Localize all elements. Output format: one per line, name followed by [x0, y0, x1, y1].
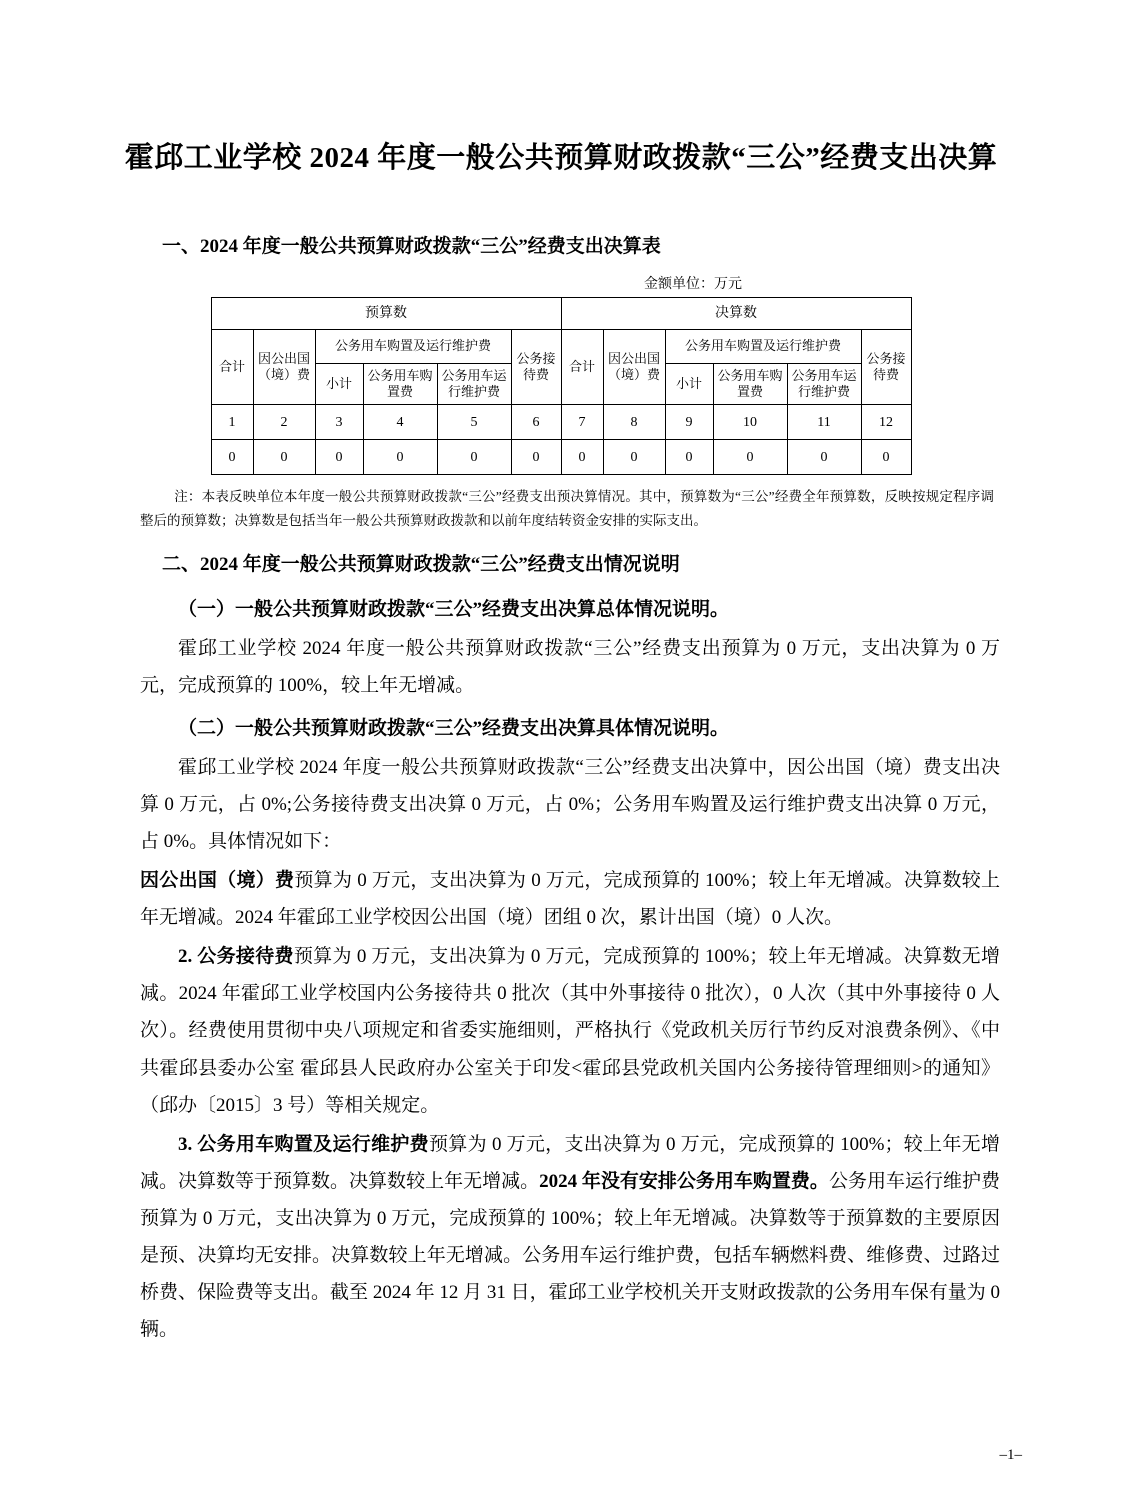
header-budget-abroad: 因公出国（境）费 [253, 329, 315, 405]
item-1-paragraph [100, 862, 1022, 936]
subsection-1-paragraph: 霍邱工业学校 2024 年度一般公共预算财政拨款“三公”经费支出预算为 0 万元，支出决算为 0 万元，完成预算的 100%，较上年无增减。 [140, 637, 1000, 697]
item-1-text: 预算为 0 万元，支出决算为 0 万元，完成预算的 100%；较上年无增减。决算数较上年无增减。2024 年霍邱工业学校因公出国（境）团组 0 次，累计出国（境）0 人次。 [140, 870, 1000, 929]
page-number: –1– [999, 1447, 1022, 1463]
subsection-heading-1: （一）一般公共预算财政拨款“三公”经费支出决算总体情况说明。 [178, 598, 730, 620]
header-budget-group: 预算数 [211, 297, 561, 329]
value-cell-8: 0 [603, 440, 665, 475]
header-final-vehicle-subtotal: 小计 [665, 363, 713, 405]
index-cell-5: 5 [437, 405, 511, 440]
value-cell-10: 0 [713, 440, 787, 475]
index-cell-4: 4 [363, 405, 437, 440]
item-3-text-a: 预算为 0 万元，支出决算为 0 万元，完成预算的 100%；较上年无增减。决算数等于预算数。决算数较上年无增减。 [140, 1133, 1000, 1192]
value-cell-7: 0 [561, 440, 603, 475]
item-1-label: 因公出国（境）费 [140, 870, 295, 892]
value-cell-1: 0 [211, 440, 253, 475]
index-cell-8: 8 [603, 405, 665, 440]
header-budget-vehicle-subtotal: 小计 [315, 363, 363, 405]
table-group-header-row [211, 297, 911, 329]
section-heading-2: 二、2024 年度一般公共预算财政拨款“三公”经费支出情况说明 [162, 553, 680, 575]
value-cell-9: 0 [665, 440, 713, 475]
item-3-bold-note: 2024 年没有安排公务用车购置费。 [539, 1170, 829, 1192]
value-cell-5: 0 [437, 440, 511, 475]
subsection-heading-2: （二）一般公共预算财政拨款“三公”经费支出决算具体情况说明。 [178, 718, 730, 740]
value-cell-11: 0 [787, 440, 861, 475]
header-final-abroad: 因公出国（境）费 [603, 329, 665, 405]
index-cell-12: 12 [861, 405, 911, 440]
item-3-label: 3. 公务用车购置及运行维护费 [178, 1133, 429, 1155]
table-note-text: 注：本表反映单位本年度一般公共预算财政拨款“三公”经费支出预决算情况。其中，预算数为“三公”经费全年预算数，反映按规定程序调整后的预算数；决算数是包括当年一般公共预算财政拨款和以前年度结转资金安排的实际支出。 [140, 489, 994, 529]
index-cell-1: 1 [211, 405, 253, 440]
value-cell-6: 0 [511, 440, 561, 475]
amount-unit-label: 金额单位：万元 [644, 276, 742, 292]
header-final-vehicle: 公务用车购置及运行维护费 [665, 329, 861, 363]
header-final-total: 合计 [561, 329, 603, 405]
section-heading-1: 一、2024 年度一般公共预算财政拨款“三公”经费支出决算表 [162, 235, 661, 257]
subsection-2-paragraph: 霍邱工业学校 2024 年度一般公共预算财政拨款“三公”经费支出决算中，因公出国（境）费支出决算 0 万元，占 0%;公务接待费支出决算 0 万元，占 0%；公务用车购置及运行维护费支出决算 0 万元，占 0%。具体情况如下： [140, 757, 1000, 853]
budget-table-wrap [100, 297, 1022, 476]
item-2-label: 2. 公务接待费 [178, 946, 294, 968]
value-cell-3: 0 [315, 440, 363, 475]
index-cell-9: 9 [665, 405, 713, 440]
three-public-expense-table [211, 297, 912, 476]
page-title: 霍邱工业学校 2024 年度一般公共预算财政拨款“三公”经费支出决算 [124, 142, 998, 174]
header-final-group: 决算数 [561, 297, 911, 329]
table-row [211, 405, 911, 440]
header-budget-vehicle-maint: 公务用车运行维护费 [437, 363, 511, 405]
value-cell-2: 0 [253, 440, 315, 475]
value-cell-12: 0 [861, 440, 911, 475]
index-cell-10: 10 [713, 405, 787, 440]
index-cell-3: 3 [315, 405, 363, 440]
index-cell-11: 11 [787, 405, 861, 440]
index-cell-6: 6 [511, 405, 561, 440]
header-budget-vehicle: 公务用车购置及运行维护费 [315, 329, 511, 363]
header-budget-total: 合计 [211, 329, 253, 405]
table-subheader-row-1 [211, 329, 911, 363]
item-2-text: 预算为 0 万元，支出决算为 0 万元，完成预算的 100%；较上年无增减。决算数无增减。2024 年霍邱工业学校国内公务接待共 0 批次（其中外事接待 0 批次），0 人次（其中外事接待 0 人次）。经费使用贯彻中央八项规定和省委实施细则，严格执行《党政机关厉行节约反对浪费条例》、《中共霍邱县委办公室 霍邱县人民政府办公室关于印发<霍邱县党政机关国内公务接待管理细则>的通知》（邱办〔2015〕3 号）等相关规定。 [140, 946, 1000, 1116]
table-note [100, 485, 1022, 532]
header-budget-reception: 公务接待费 [511, 329, 561, 405]
index-cell-2: 2 [253, 405, 315, 440]
header-final-vehicle-maint: 公务用车运行维护费 [787, 363, 861, 405]
header-final-vehicle-buy: 公务用车购置费 [713, 363, 787, 405]
index-cell-7: 7 [561, 405, 603, 440]
header-final-reception: 公务接待费 [861, 329, 911, 405]
item-3-paragraph [100, 1126, 1022, 1348]
header-budget-vehicle-buy: 公务用车购置费 [363, 363, 437, 405]
item-3-text-c: 公务用车运行维护费预算为 0 万元，支出决算为 0 万元，完成预算的 100%；较上年无增减。决算数等于预算数的主要原因是预、决算均无安排。决算数较上年无增减。公务用车运行维护费，包括车辆燃料费、维修费、过路过桥费、保险费等支出。截至 2024 年 12 月 31 日，霍邱工业学校机关开支财政拨款的公务用车保有量为 0 辆。 [140, 1170, 1000, 1340]
table-row [211, 440, 911, 475]
item-2-paragraph [100, 938, 1022, 1123]
value-cell-4: 0 [363, 440, 437, 475]
